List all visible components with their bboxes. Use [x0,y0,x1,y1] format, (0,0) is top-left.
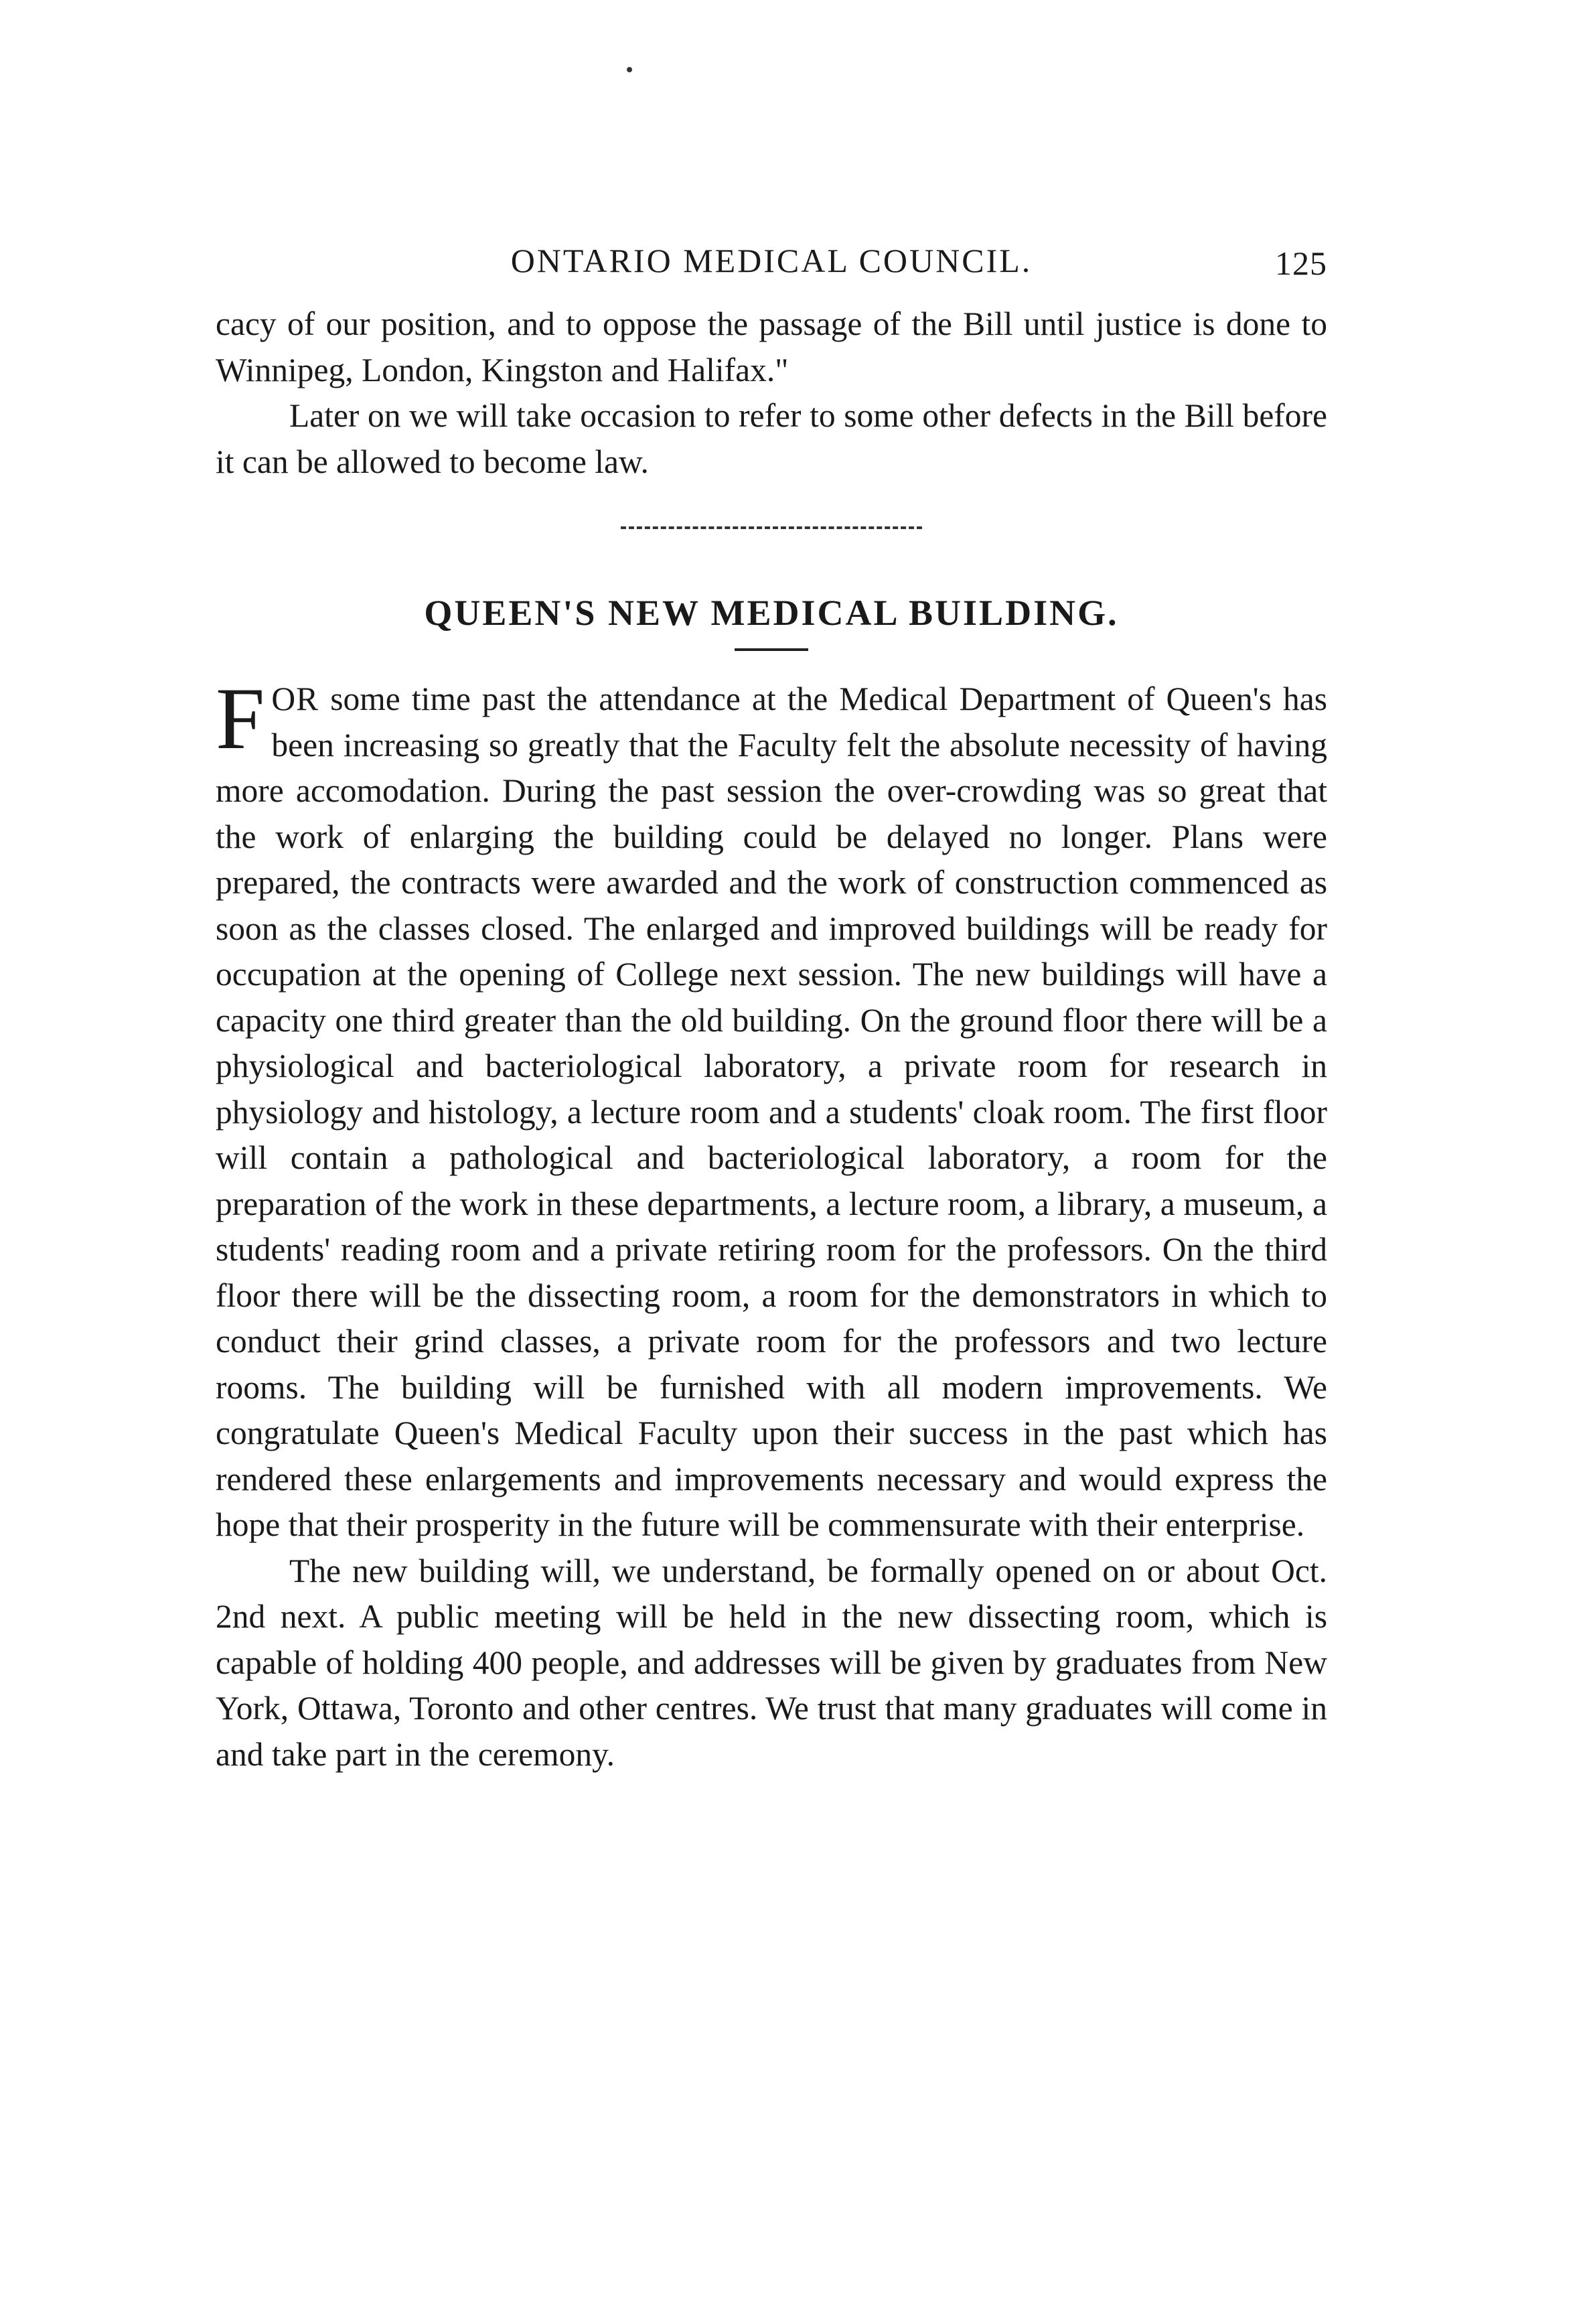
running-header [216,241,1327,301]
continued-paragraph: cacy of our position, and to oppose the passage of the Bill until justice is done to Winnipeg, London, Kingston and Halifax." [216,305,1327,388]
page-body [216,241,1327,1777]
drop-cap: F [216,669,265,768]
stray-ink-dot [627,67,632,72]
article-paragraph-1 [216,669,1327,1548]
article-paragraph-1-text: some time past the attendance at the Medical Department of Queen's has been increasing so greatly that the Faculty felt the absolute necessity of having more accomodation. During the past session the over-crowding was so great that the work of enlarging the building could be delayed no longer. Plans were prepared, the contracts were awarded and the work of construction commenced as soon as the classes closed. The enlarged and improved buildings will be ready for occupation at the opening of College next session. The new buildings will have a capacity one third greater than the old building. On the ground floor there will be a physiological and bacteriological laboratory, a private room for research in physiology and histology, a lecture room and a students' cloak room. The first floor will contain a pathological and bacteriological laboratory, a room for the preparation of the work in these departments, a lecture room, a library, a museum, a students' reading room and a private retiring room for the professors. On the third floor there will be the dissecting room, a room for the demonstrators in which to conduct their grind classes, a private room for the professors and two lecture rooms. The building will be furnished with all modern improvements. We congratulate Queen's Medical Faculty upon their success in the past which has rendered these enlargements and improvements necessary and would express the hope that their prosperity in the future will be commensurate with their enterprise. [216,680,1327,1543]
section-divider [621,526,922,529]
page-number: 125 [1275,244,1327,282]
title-rule [735,648,808,651]
closing-paragraph: Later on we will take occasion to refer to some other defects in the Bill before it can be allowed to become law. [216,397,1327,480]
first-word: OR [271,680,319,717]
article-title: QUEEN'S NEW MEDICAL BUILDING. [424,593,1119,633]
running-title: ONTARIO MEDICAL COUNCIL. [510,242,1033,279]
article-paragraph-2: The new building will, we understand, be formally opened on or about Oct. 2nd next. A public meeting will be held in the new dissecting room, which is capable of holding 400 people, and addresses will be given by graduates from New York, Ottawa, Toronto and other centres. We trust that many graduates will come in and take part in the ceremony. [216,1552,1327,1773]
